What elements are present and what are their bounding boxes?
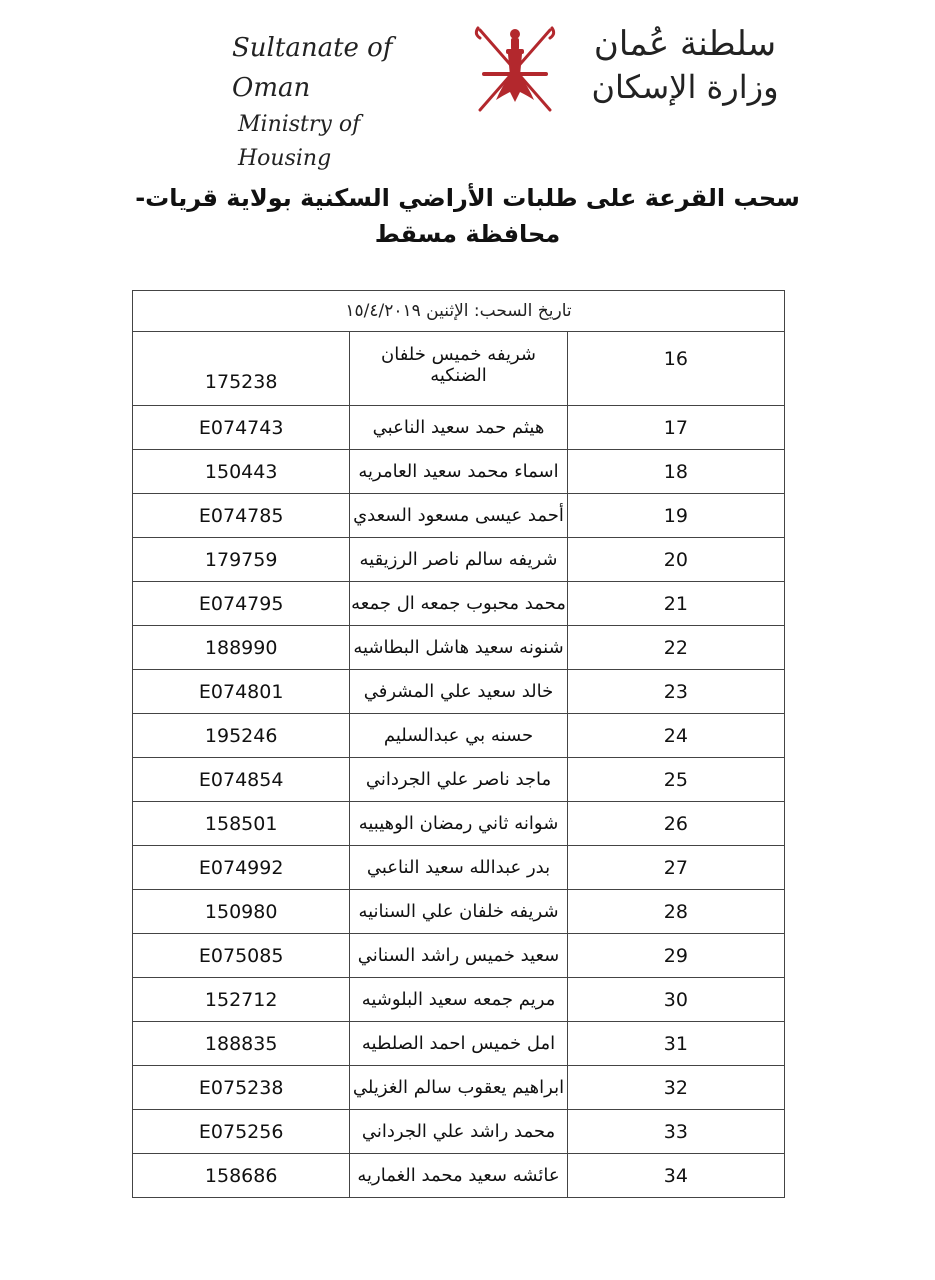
applicant-id: 179759 [133,538,350,582]
table-row [133,626,785,670]
applicant-name: حسنه بي عبدالسليم [350,714,567,758]
ministry-name-ar: وزارة الإسكان [591,68,779,106]
row-number: 18 [567,450,784,494]
row-number: 29 [567,934,784,978]
applicant-name: امل خميس احمد الصلطيه [350,1022,567,1066]
row-number: 27 [567,846,784,890]
applicant-id: E075256 [133,1110,350,1154]
table-row [133,450,785,494]
applicant-id: E075238 [133,1066,350,1110]
applicant-name: هيثم حمد سعيد الناعبي [350,406,567,450]
applicant-name: محمد راشد علي الجرداني [350,1110,567,1154]
row-number: 20 [567,538,784,582]
applicant-name: شنونه سعيد هاشل البطاشيه [350,626,567,670]
applicant-id: 195246 [133,714,350,758]
row-number: 19 [567,494,784,538]
row-number: 33 [567,1110,784,1154]
table-row [133,582,785,626]
table-row [133,758,785,802]
applicant-id: 150443 [133,450,350,494]
table-row [133,934,785,978]
table-row [133,1066,785,1110]
row-number: 34 [567,1154,784,1198]
applicant-id: 150980 [133,890,350,934]
applicant-id: 158501 [133,802,350,846]
row-number: 25 [567,758,784,802]
applicant-id: E074795 [133,582,350,626]
row-number: 21 [567,582,784,626]
applicant-name: شريفه سالم ناصر الرزيقيه [350,538,567,582]
row-number: 23 [567,670,784,714]
row-number: 24 [567,714,784,758]
row-number: 30 [567,978,784,1022]
applicant-name: ماجد ناصر علي الجرداني [350,758,567,802]
table-row [133,1154,785,1198]
applicant-name: سعيد خميس راشد السناني [350,934,567,978]
applicant-id: E074992 [133,846,350,890]
applicant-id: 175238 [133,332,350,406]
date-row [133,291,785,332]
applicant-name: خالد سعيد علي المشرفي [350,670,567,714]
org-name-ar: سلطنة عُمان [593,24,777,64]
applicant-id: E074743 [133,406,350,450]
applicant-name: عائشه سعيد محمد الغماريه [350,1154,567,1198]
applicant-id: E074801 [133,670,350,714]
applicant-id: 188835 [133,1022,350,1066]
table-row [133,494,785,538]
row-number: 16 [567,332,784,406]
applicant-id: E074854 [133,758,350,802]
table-row [133,670,785,714]
table-row [133,714,785,758]
oman-khanjar-emblem-icon [470,22,560,120]
row-number: 28 [567,890,784,934]
row-number: 32 [567,1066,784,1110]
table-row [133,538,785,582]
applicant-name: مريم جمعه سعيد البلوشيه [350,978,567,1022]
table-row [133,1022,785,1066]
lottery-results-table [132,290,785,1198]
applicant-name: شوانه ثاني رمضان الوهيبيه [350,802,567,846]
row-number: 17 [567,406,784,450]
applicant-name: شريفه خلفان علي السنانيه [350,890,567,934]
table-row [133,1110,785,1154]
header-english [232,28,452,176]
applicant-name: ابراهيم يعقوب سالم الغزيلي [350,1066,567,1110]
applicant-id: E075085 [133,934,350,978]
table-row [133,846,785,890]
row-number: 31 [567,1022,784,1066]
row-number: 22 [567,626,784,670]
table-row [133,802,785,846]
draw-date: تاريخ السحب: الإثنين ١٥/٤/٢٠١٩ [133,291,785,332]
table-row [133,332,785,406]
applicant-name: بدر عبدالله سعيد الناعبي [350,846,567,890]
table-row [133,406,785,450]
org-name-en: Sultanate of Oman [232,33,393,103]
applicant-id: 188990 [133,626,350,670]
table-row [133,890,785,934]
table-row [133,978,785,1022]
applicant-id: 158686 [133,1154,350,1198]
applicant-id: E074785 [133,494,350,538]
applicant-name: محمد محبوب جمعه ال جمعه [350,582,567,626]
ministry-name-en: Ministry of Housing [238,112,361,171]
applicant-name: اسماء محمد سعيد العامريه [350,450,567,494]
row-number: 26 [567,802,784,846]
applicant-name: أحمد عيسى مسعود السعدي [350,494,567,538]
header-arabic [590,22,780,108]
applicant-id: 152712 [133,978,350,1022]
applicant-name: شريفه خميس خلفان الضنكيه [350,332,567,406]
document-title: سحب القرعة على طلبات الأراضي السكنية بولاية قريات- محافظة مسقط [135,184,800,248]
